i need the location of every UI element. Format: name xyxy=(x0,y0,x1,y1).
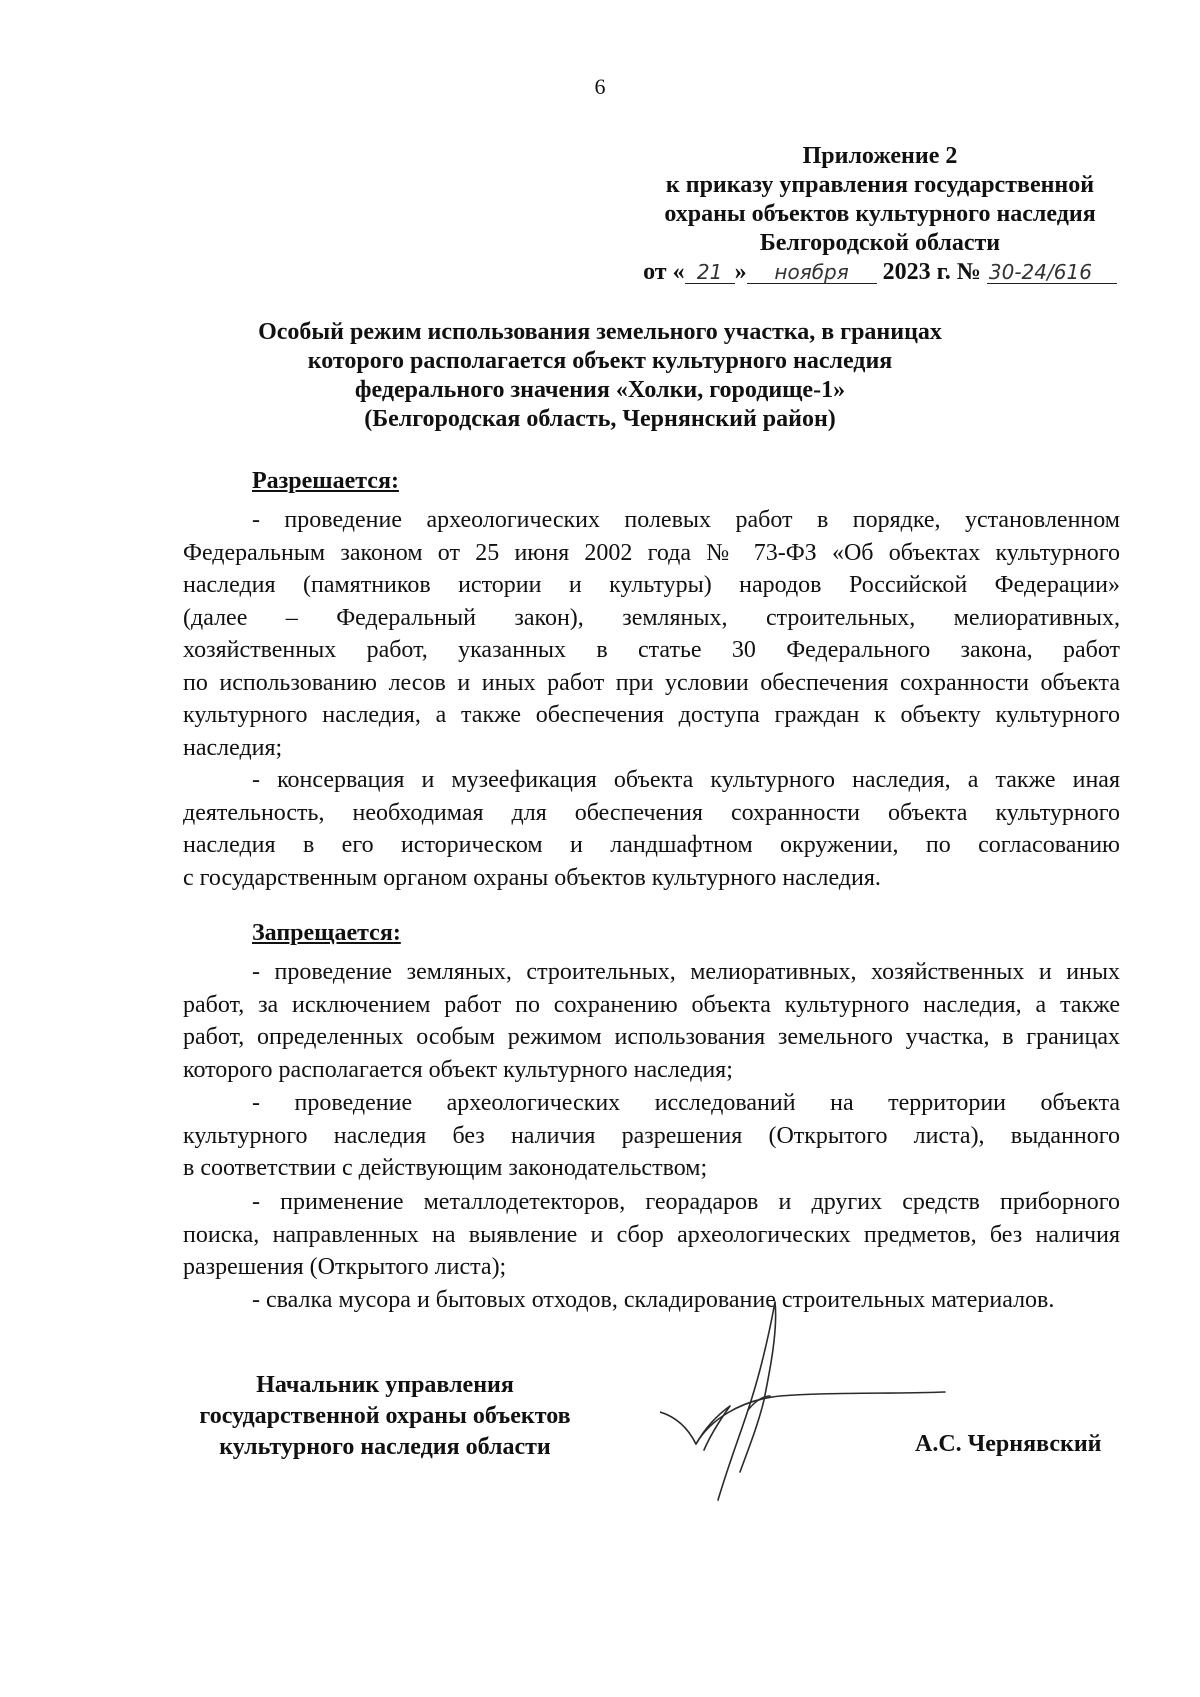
allowed-paragraph-1 xyxy=(183,504,1120,764)
text-line: в соответствии с действующим законодательством; xyxy=(183,1155,708,1181)
allowed-heading: Разрешается: xyxy=(252,468,399,494)
date-prefix: от « xyxy=(643,259,685,285)
allowed-paragraph-2 xyxy=(183,764,1120,894)
handwritten-month: ноября xyxy=(747,261,877,284)
signer-position-line: Начальник управления xyxy=(256,1372,514,1398)
handwritten-signature xyxy=(660,1300,950,1520)
text-line: - проведение земляных, строительных, мелиоративных, хозяйственных и иных xyxy=(252,959,1120,985)
page-number: 6 xyxy=(594,74,606,99)
text-line: которого располагается объект культурного наследия; xyxy=(183,1056,733,1083)
signer-position-line: государственной охраны объектов xyxy=(199,1403,571,1429)
document-title xyxy=(190,318,1010,434)
forbidden-paragraph-2 xyxy=(183,1087,1120,1185)
title-line: федерального значения «Холки, городище-1» xyxy=(354,377,846,403)
text-line: работ, определенных особым режимом использования земельного участка, в границах xyxy=(183,1024,1120,1050)
text-line: с государственным органом охраны объектов культурного наследия. xyxy=(183,864,881,891)
title-line: (Белгородская область, Чернянский район) xyxy=(364,406,836,432)
signer-position-line: культурного наследия области xyxy=(219,1434,551,1460)
text-line: - применение металлодетекторов, георадаров и других средств приборного xyxy=(252,1189,1120,1215)
text-line: - проведение археологических исследований на территории объекта xyxy=(252,1090,1120,1116)
text-line: - свалка мусора и бытовых отходов, складирование строительных материалов. xyxy=(252,1287,1055,1313)
appendix-authority: охраны объектов культурного наследия xyxy=(664,201,1096,227)
text-line: наследия (памятников истории и культуры) народов Российской Федерации» xyxy=(183,572,1120,598)
text-line: поиска, направленных на выявление и сбор археологических предметов, без наличия xyxy=(183,1221,1120,1248)
date-separator: » xyxy=(734,259,747,285)
appendix-header xyxy=(640,142,1120,287)
signer-position xyxy=(170,1370,600,1463)
handwritten-day: 21 xyxy=(685,261,735,284)
text-line: хозяйственных работ, указанных в статье 30 Федерального закона, работ xyxy=(183,637,1120,663)
appendix-date-line xyxy=(640,258,1120,287)
date-year: 2023 г. № xyxy=(882,259,981,285)
title-line: Особый режим использования земельного участка, в границах xyxy=(258,319,942,345)
text-line: культурного наследия без наличия разрешения (Открытого листа), выданного xyxy=(183,1122,1120,1149)
text-line: Федеральным законом от 25 июня 2002 года № 73-ФЗ «Об объектах культурного xyxy=(183,539,1120,566)
appendix-order-ref: к приказу управления государственной xyxy=(665,172,1095,198)
text-line: (далее – Федеральный закон), земляных, строительных, мелиоративных, xyxy=(183,604,1120,631)
text-line: культурного наследия, а также обеспечения доступа граждан к объекту культурного xyxy=(183,702,1120,728)
forbidden-paragraph-4 xyxy=(183,1284,1120,1317)
text-line: по использованию лесов и иных работ при условии обеспечения сохранности объекта xyxy=(183,669,1120,696)
handwritten-order-number: 30-24/616 xyxy=(987,261,1117,284)
forbidden-heading: Запрещается: xyxy=(252,920,401,946)
text-line: наследия в его историческом и ландшафтном окружении, по согласованию xyxy=(183,832,1120,858)
text-line: - консервация и музеефикация объекта культурного наследия, а также иная xyxy=(252,767,1120,793)
text-line: работ, за исключением работ по сохранению объекта культурного наследия, а также xyxy=(183,991,1120,1018)
appendix-title: Приложение 2 xyxy=(802,143,958,169)
text-line: разрешения (Открытого листа); xyxy=(183,1254,507,1280)
forbidden-paragraph-3 xyxy=(183,1186,1120,1284)
text-line: наследия; xyxy=(183,734,283,761)
appendix-region: Белгородской области xyxy=(759,230,1001,256)
signer-name: А.С. Чернявский xyxy=(915,1431,1102,1457)
forbidden-paragraph-1 xyxy=(183,956,1120,1086)
title-line: которого располагается объект культурного наследия xyxy=(307,348,893,374)
text-line: деятельность, необходимая для обеспечения сохранности объекта культурного xyxy=(183,799,1120,826)
text-line: - проведение археологических полевых работ в порядке, установленном xyxy=(252,507,1120,533)
